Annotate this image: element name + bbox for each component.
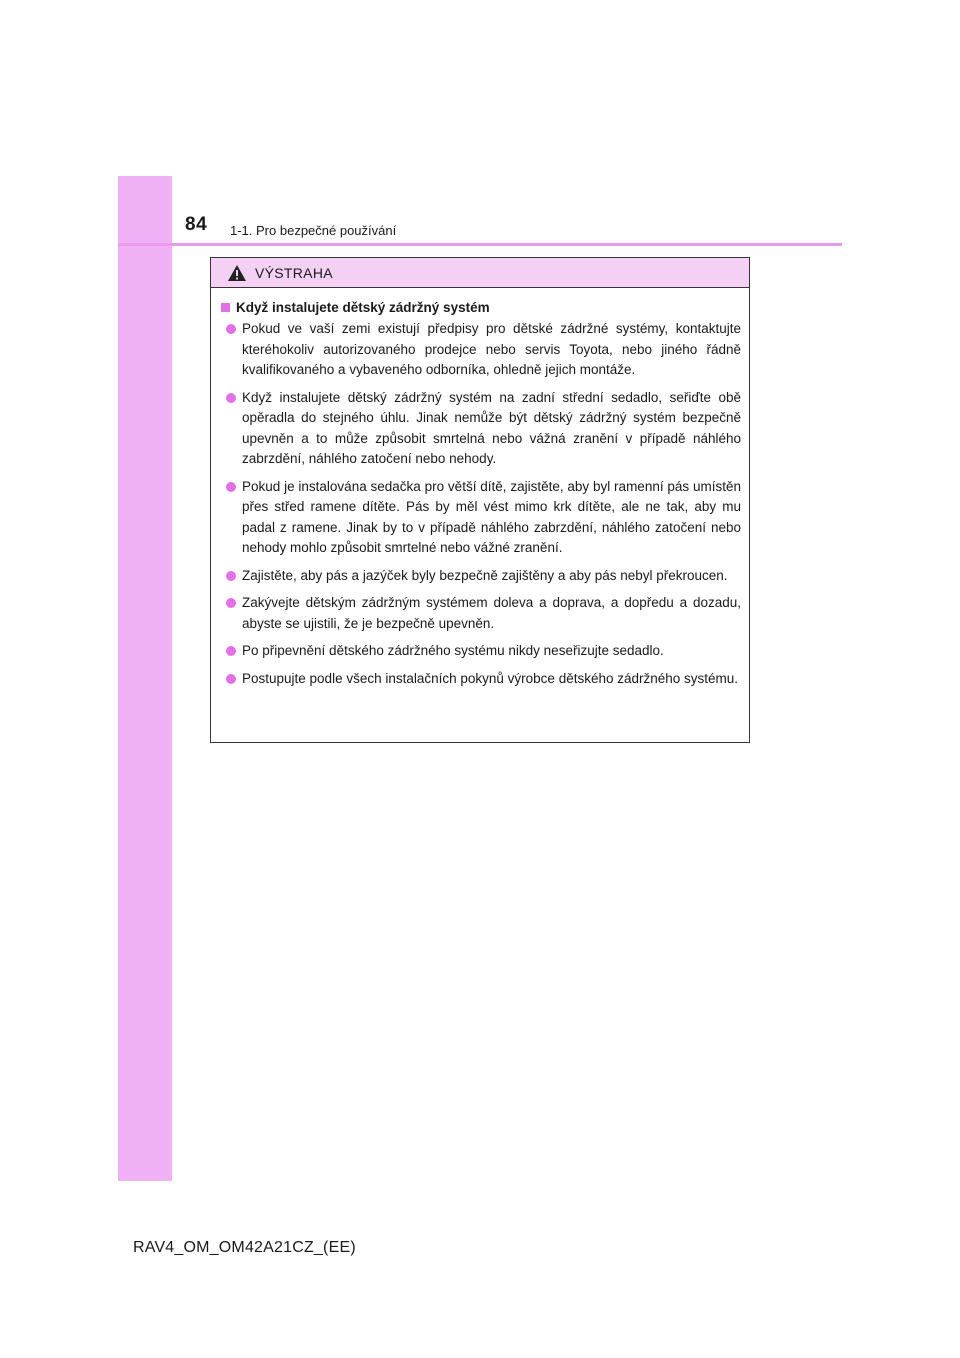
square-bullet-icon bbox=[221, 303, 230, 312]
list-item-text: Zajistěte, aby pás a jazýček byly bezpečně zajištěny a aby pás nebyl překroucen. bbox=[242, 567, 728, 583]
bullet-dot-icon bbox=[226, 598, 236, 608]
bullet-dot-icon bbox=[226, 571, 236, 581]
list-item-text: Po připevnění dětského zádržného systému nikdy neseřizujte sedadlo. bbox=[242, 643, 664, 658]
list-item bbox=[221, 319, 741, 381]
page-number: 84 bbox=[185, 214, 208, 235]
bullet-dot-icon bbox=[226, 482, 236, 492]
list-item bbox=[221, 388, 741, 470]
list-item-text: Pokud je instalována sedačka pro větší dítě, zajistěte, aby byl ramenní pás umístěn přes střed ramene dítěte. Pás by měl vést mimo krk dítěte, ale ne tak, aby mu padal z ramene. Jinak by to v případě náhlého zabrzdění, náhlého zatočení nebo nehody mohlo způsobit smrtelné nebo vážné zranění. bbox=[242, 478, 741, 555]
bullet-dot-icon bbox=[226, 646, 236, 656]
bullet-dot-icon bbox=[226, 393, 236, 403]
header-rule bbox=[118, 243, 842, 246]
list-item bbox=[221, 669, 741, 690]
subheading-text: Když instalujete dětský zádržný systém bbox=[236, 300, 490, 315]
list-item bbox=[221, 477, 741, 559]
bullet-dot-icon bbox=[226, 324, 236, 334]
side-color-band bbox=[118, 176, 172, 1181]
warning-title: VÝSTRAHA bbox=[255, 264, 333, 281]
list-item bbox=[221, 566, 741, 587]
list-item-text: Když instalujete dětský zádržný systém na zadní střední sedadlo, seřiďte obě opěradla do stejného úhlu. Jinak nemůže být dětský zádržný systém bezpečně upevněn a to může způsobit smrtelná nebo vážná zranění v případě náhlého zabrzdění, náhlého zatočení nebo nehody. bbox=[242, 389, 741, 466]
section-title: 1-1. Pro bezpečné používání bbox=[230, 223, 397, 238]
list-item-text: Zakývejte dětským zádržným systémem doleva a doprava, a dopředu a dozadu, abyste se ujistili, že je bezpečně upevněn. bbox=[242, 595, 741, 631]
warning-body bbox=[211, 288, 749, 689]
warning-box bbox=[210, 257, 750, 743]
warning-triangle-icon bbox=[227, 264, 247, 282]
bullet-dot-icon bbox=[226, 674, 236, 684]
warning-list bbox=[221, 319, 741, 689]
list-item bbox=[221, 641, 741, 662]
warning-header bbox=[211, 258, 749, 288]
document-footer-id: RAV4_OM_OM42A21CZ_(EE) bbox=[133, 1239, 356, 1256]
list-item bbox=[221, 593, 741, 634]
warning-subheading bbox=[221, 300, 741, 315]
list-item-text: Postupujte podle všech instalačních pokynů výrobce dětského zádržného systému. bbox=[242, 670, 739, 686]
list-item-text: Pokud ve vaší zemi existují předpisy pro dětské zádržné systémy, kontaktujte kteréhokoliv autorizovaného prodejce nebo servis Toyota, nebo jiného řádně kvalifikovaného a vybaveného odborníka, ohledně jejich montáže. bbox=[242, 321, 741, 377]
